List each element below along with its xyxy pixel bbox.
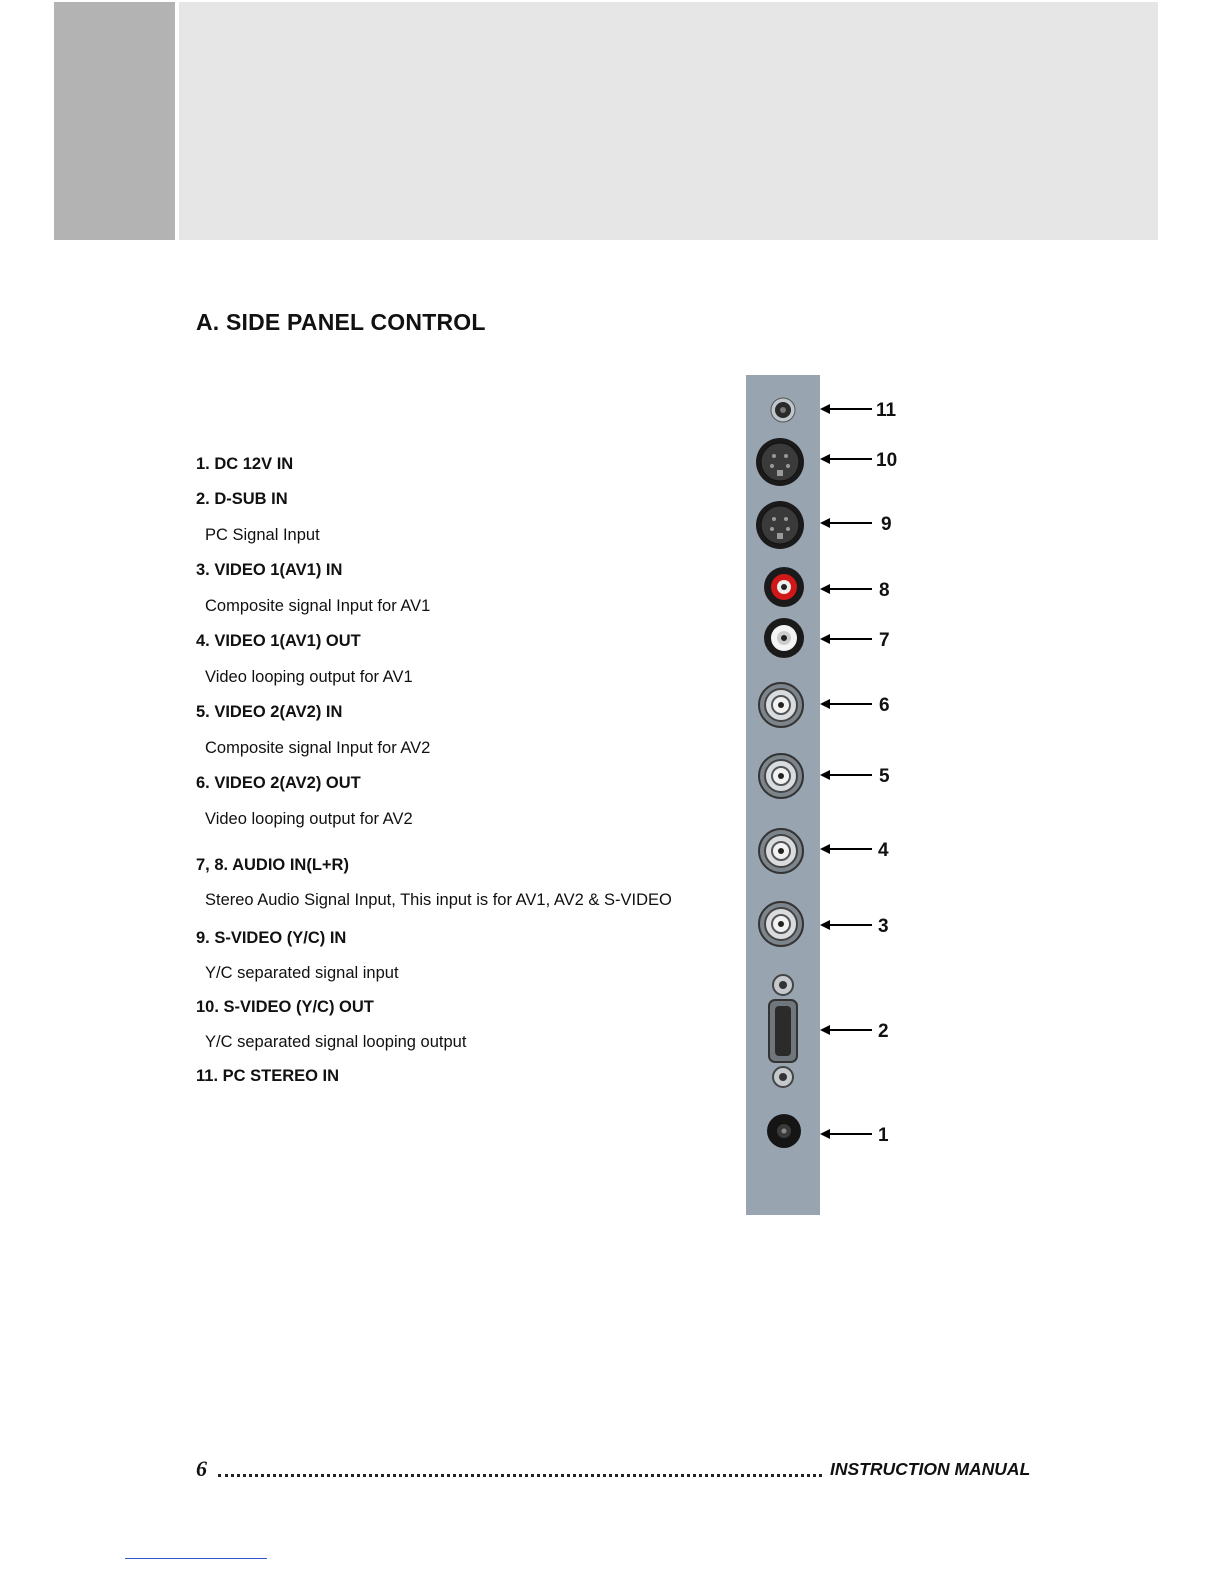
item-pc-stereo-in: 11. PC STEREO IN [196, 1067, 340, 1085]
callout-number: 3 [878, 916, 889, 937]
arrow-left-icon [818, 762, 878, 788]
bnc-av2-out-icon [757, 681, 805, 729]
callout-number: 11 [876, 400, 897, 421]
dotted-leader [218, 1460, 822, 1477]
callout-11 [818, 396, 908, 426]
callout-8 [818, 576, 908, 606]
callout-number: 2 [878, 1021, 889, 1042]
callout-4 [818, 836, 908, 866]
arrow-left-icon [818, 836, 878, 862]
arrow-left-icon [818, 1017, 878, 1043]
bnc-av2-in-icon [757, 752, 805, 800]
audio-jack-icon [770, 397, 796, 423]
item-desc-d-sub: PC Signal Input [205, 526, 320, 544]
bnc-av1-out-icon [757, 827, 805, 875]
item-d-sub-in: 2. D-SUB IN [196, 490, 288, 508]
arrow-left-icon [818, 1121, 878, 1147]
callout-number: 1 [878, 1125, 889, 1146]
arrow-left-icon [818, 691, 878, 717]
callout-2 [818, 1017, 908, 1047]
callout-number: 7 [879, 630, 890, 651]
arrow-left-icon [818, 446, 878, 472]
s-video-in-icon [755, 500, 805, 550]
item-s-video-out: 10. S-VIDEO (Y/C) OUT [196, 998, 374, 1016]
side-panel-photo [746, 375, 820, 1215]
header-block-dark [54, 2, 175, 240]
callout-5 [818, 762, 908, 792]
section-title: A. SIDE PANEL CONTROL [196, 309, 486, 335]
item-desc-video1-out: Video looping output for AV1 [205, 668, 413, 686]
callout-10 [818, 446, 908, 476]
arrow-left-icon [818, 510, 878, 536]
item-video1-in: 3. VIDEO 1(AV1) IN [196, 561, 343, 579]
rca-white-icon [763, 617, 805, 659]
bottom-rule [125, 1558, 267, 1559]
item-desc-video2-in: Composite signal Input for AV2 [205, 739, 431, 757]
callout-7 [818, 626, 908, 656]
item-desc-video1-in: Composite signal Input for AV1 [205, 597, 431, 615]
callout-number: 10 [876, 450, 898, 471]
callout-number: 5 [879, 766, 890, 787]
callout-1 [818, 1121, 908, 1151]
callout-number: 4 [878, 840, 889, 861]
s-video-out-icon [755, 437, 805, 487]
page-footer [196, 1456, 1036, 1482]
callout-3 [818, 912, 908, 942]
item-audio-in: 7, 8. AUDIO IN(L+R) [196, 856, 349, 874]
item-desc-video2-out: Video looping output for AV2 [205, 810, 413, 828]
item-dc-12v-in: 1. DC 12V IN [196, 455, 294, 473]
page-number: 6 [196, 1456, 207, 1481]
manual-title: INSTRUCTION MANUAL [830, 1459, 1031, 1479]
item-desc-s-video-in: Y/C separated signal input [205, 964, 399, 982]
dc-jack-icon [766, 1113, 802, 1149]
d-sub-icon [766, 972, 800, 1090]
callout-number: 6 [879, 695, 890, 716]
arrow-left-icon [818, 912, 878, 938]
item-video2-out: 6. VIDEO 2(AV2) OUT [196, 774, 361, 792]
item-desc-audio-in: Stereo Audio Signal Input, This input is for AV1, AV2 & S-VIDEO [205, 891, 672, 909]
item-desc-s-video-out: Y/C separated signal looping output [205, 1033, 467, 1051]
callout-number: 8 [879, 580, 890, 601]
item-video1-out: 4. VIDEO 1(AV1) OUT [196, 632, 361, 650]
arrow-left-icon [818, 626, 878, 652]
item-video2-in: 5. VIDEO 2(AV2) IN [196, 703, 343, 721]
callout-6 [818, 691, 908, 721]
arrow-left-icon [818, 576, 878, 602]
callout-number: 9 [881, 514, 892, 535]
header-block-light [179, 2, 1158, 240]
callout-9 [818, 510, 908, 540]
rca-red-icon [763, 566, 805, 608]
bnc-av1-in-icon [757, 900, 805, 948]
arrow-left-icon [818, 396, 878, 422]
item-s-video-in: 9. S-VIDEO (Y/C) IN [196, 929, 347, 947]
